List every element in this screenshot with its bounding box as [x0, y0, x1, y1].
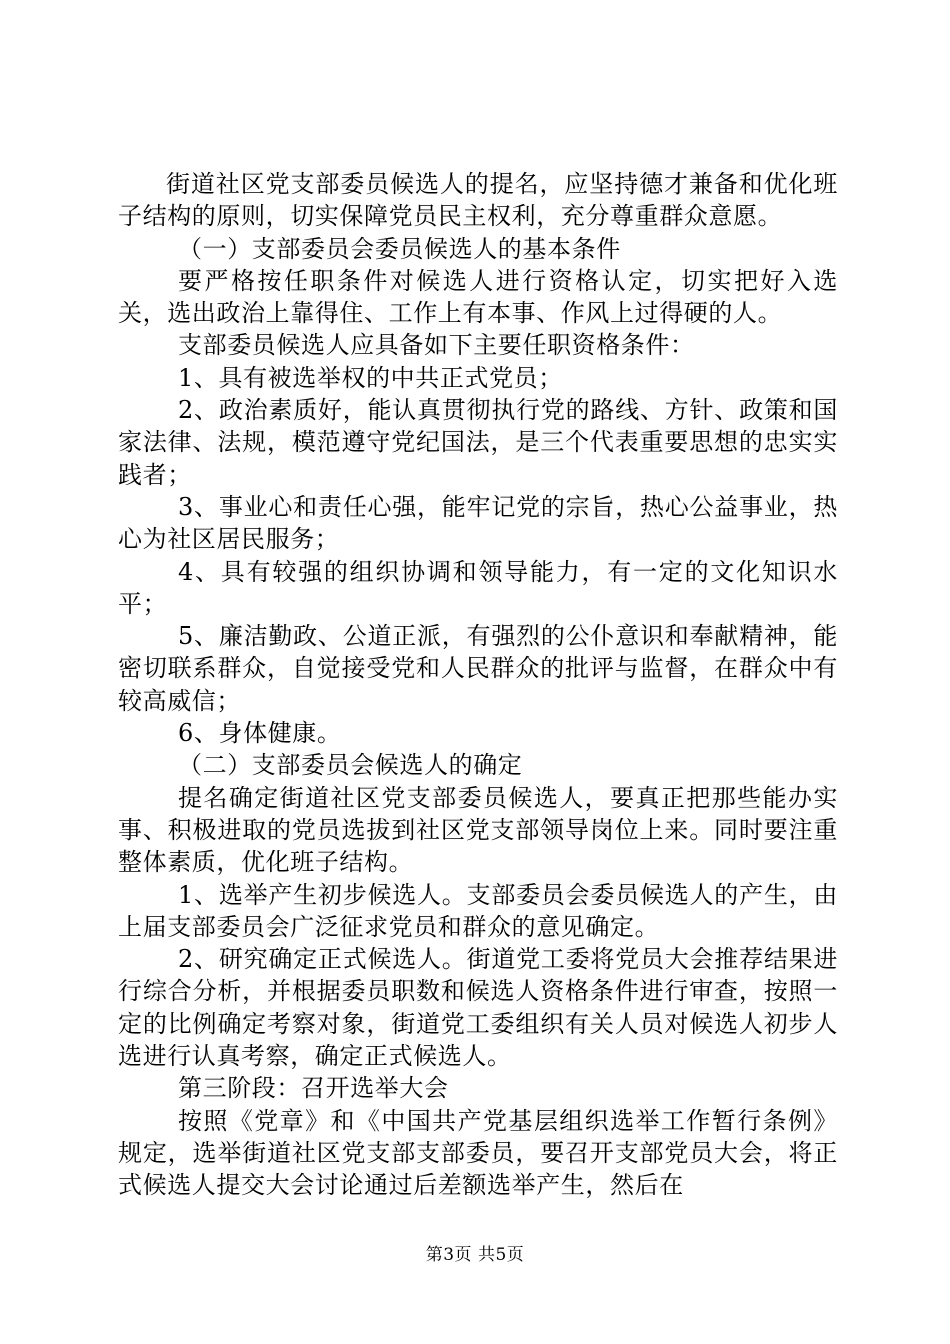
- condition-item-1: 1、具有被选举权的中共正式党员；: [178, 363, 563, 392]
- document-body: [118, 168, 838, 1202]
- heading-candidate-determination: （二）支部委员会候选人的确定: [178, 751, 523, 780]
- paragraph-election-rules: 按照《党章》和《中国共产党基层组织选举工作暂行条例》规定，选举街道社区党支部支部委员，要召开支部党员大会，将正式候选人提交大会讨论通过后差额选举产生，然后在: [118, 1106, 838, 1200]
- step-item-1: 1、选举产生初步候选人。支部委员会委员候选人的产生，由上届支部委员会广泛征求党员和群众的意见确定。: [118, 880, 838, 941]
- page-footer: 第3页 共5页: [425, 1245, 525, 1265]
- paragraph-nomination: 提名确定街道社区党支部委员候选人，要真正把那些能办实事、积极进取的党员选拔到社区党支部领导岗位上来。同时要注重整体素质，优化班子结构。: [118, 783, 838, 877]
- condition-item-3: 3、事业心和责任心强，能牢记党的宗旨，热心公益事业，热心为社区居民服务；: [118, 492, 838, 554]
- condition-item-6: 6、身体健康。: [178, 719, 342, 748]
- heading-stage-three: 第三阶段：召开选举大会: [178, 1074, 449, 1103]
- step-item-2: 2、研究确定正式候选人。街道党工委将党员大会推荐结果进行综合分析，并根据委员职数和候选人资格条件进行审查，按照一定的比例确定考察对象，街道党工委组织有关人员对候选人初步人选进行认真考察，确定正式候选人。: [118, 945, 838, 1071]
- paragraph-conditions-lead: 支部委员候选人应具备如下主要任职资格条件：: [178, 331, 695, 360]
- condition-item-2: 2、政治素质好，能认真贯彻执行党的路线、方针、政策和国家法律、法规，模范遵守党纪国法，是三个代表重要思想的忠实实践者；: [118, 396, 838, 489]
- paragraph-qualification: 要严格按任职条件对候选人进行资格认定，切实把好入选关，选出政治上靠得住、工作上有本事、作风上过得硬的人。: [118, 266, 838, 328]
- heading-basic-conditions: （一）支部委员会委员候选人的基本条件: [178, 234, 621, 263]
- condition-item-4: 4、具有较强的组织协调和领导能力，有一定的文化知识水平；: [118, 557, 838, 618]
- condition-item-5: 5、廉洁勤政、公道正派，有强烈的公仆意识和奉献精神，能密切联系群众，自觉接受党和人民群众的批评与监督，在群众中有较高威信；: [118, 622, 838, 715]
- paragraph-intro: 街道社区党支部委员候选人的提名，应坚持德才兼备和优化班子结构的原则，切实保障党员民主权利，充分尊重群众意愿。: [118, 170, 838, 231]
